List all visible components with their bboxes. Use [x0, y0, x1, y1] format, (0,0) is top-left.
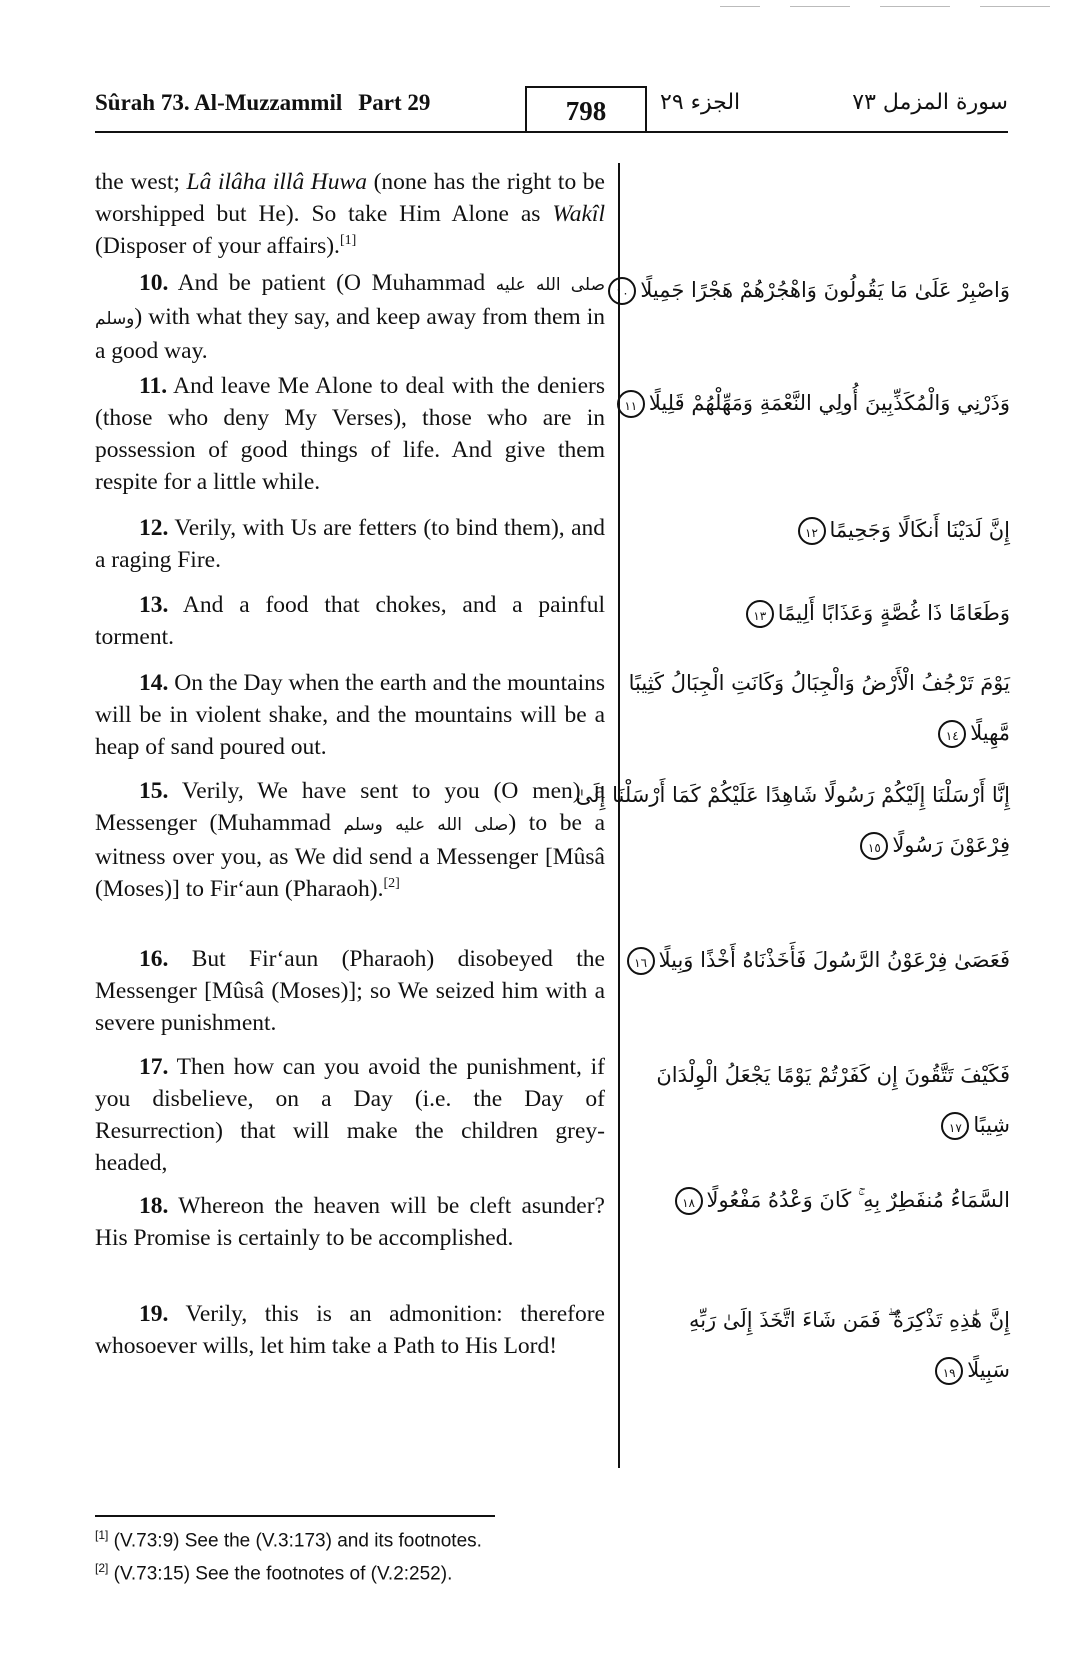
footnote-ref: [1]: [339, 233, 357, 249]
verse-translation: [95, 166, 605, 262]
arabic-text: فِرْعَوْنَ رَسُولًا: [892, 833, 1010, 857]
verse-translation: [95, 1051, 605, 1179]
verse-end-marker-icon: ١٩: [935, 1357, 963, 1385]
verse-number: 17.: [139, 1054, 169, 1080]
verse-number: 14.: [139, 670, 169, 696]
verse-text: And a food that chokes, and a painful torment.: [95, 592, 605, 650]
footnote: [95, 1528, 482, 1552]
verse-end-marker-icon: ١٣: [746, 600, 774, 628]
verse-number: 18.: [139, 1193, 169, 1219]
arabic-line: [635, 935, 1010, 985]
verse-number: 13.: [139, 592, 169, 618]
verse-number: 19.: [139, 1301, 169, 1327]
footnote-rule: [95, 1515, 495, 1517]
arabic-text: فَكَيْفَ تَتَّقُونَ إِن كَفَرْتُمْ يَوْمًا يَجْعَلُ الْوِلْدَانَ: [656, 1063, 1010, 1087]
verse-number: 10.: [139, 270, 169, 296]
verse-arabic: [635, 588, 1010, 638]
arabic-line: [635, 1175, 1010, 1225]
verse-end-marker-icon: ١٠: [608, 277, 636, 305]
arabic-line: [635, 1050, 1010, 1100]
part-label-ar: الجزء ٢٩: [660, 90, 741, 115]
verse-end-marker-icon: ١٢: [798, 517, 826, 545]
page-number: 798: [525, 86, 647, 132]
verse-text: Then how can you avoid the punishment, if you disbelieve, on a Day (i.e. the Day of Resurrection) that will make the children grey-headed,: [95, 1054, 605, 1176]
verse-text: Verily, this is an admonition: therefore whosoever wills, let him take a Path to His Lord!: [95, 1301, 605, 1359]
verse-number: 11.: [139, 373, 168, 399]
salutation-arabic: صلى الله عليه وسلم: [343, 815, 509, 835]
verse-arabic: [635, 935, 1010, 985]
verse-text: Whereon the heaven will be cleft asunder? His Promise is certainly to be accomplished.: [95, 1193, 605, 1251]
verse-end-marker-icon: ١١: [617, 390, 645, 418]
arabic-text: شِيبًا: [973, 1113, 1010, 1137]
verse-translation: [95, 1190, 605, 1254]
verse-arabic: [615, 265, 1010, 315]
verse-translation: [95, 775, 605, 905]
verse-number: 12.: [139, 515, 169, 541]
footnote-ref: [2]: [383, 876, 400, 892]
arabic-text: فَعَصَىٰ فِرْعَوْنُ الرَّسُولَ فَأَخَذْنَاهُ أَخْذًا وَبِيلًا: [658, 948, 1010, 972]
arabic-text: السَّمَاءُ مُنفَطِرٌ بِهِ ۚ كَانَ وَعْدُهُ مَفْعُولًا: [706, 1188, 1010, 1212]
arabic-line: [635, 1295, 1010, 1345]
verse-arabic: [575, 770, 1010, 870]
verse-translation: [95, 370, 605, 498]
salutation-arabic: صلى الله عليه وسلم: [95, 275, 605, 329]
verse-number: 16.: [139, 946, 169, 972]
verse-text: (Disposer of your affairs).: [95, 233, 340, 259]
arabic-line: [635, 505, 1010, 555]
transliteration: Lâ ilâha illâ Huwa: [186, 169, 367, 195]
verse-arabic: [635, 1175, 1010, 1225]
surah-title-ar: سورة المزمل ٧٣: [852, 90, 1008, 115]
verse-number: 15.: [139, 778, 169, 804]
arabic-text: وَطَعَامًا ذَا غُصَّةٍ وَعَذَابًا أَلِيمًا: [777, 601, 1010, 625]
footnote-mark: [2]: [95, 1561, 109, 1575]
arabic-text: وَاصْبِرْ عَلَىٰ مَا يَقُولُونَ وَاهْجُرْهُمْ هَجْرًا جَمِيلًا: [640, 278, 1010, 302]
arabic-line: [615, 265, 1010, 315]
verse-translation: [95, 943, 605, 1039]
verse-arabic: [624, 378, 1010, 428]
verse-end-marker-icon: ١٥: [860, 832, 888, 860]
arabic-line: [635, 1345, 1010, 1395]
top-scan-marks: [720, 6, 1060, 8]
arabic-line: [635, 1100, 1010, 1150]
verse-text: the west;: [95, 169, 187, 195]
arabic-line: [628, 658, 1010, 708]
verse-text: ) to be a witness over you, as We did send a Messenger [Mûsâ (Moses)] to Fir‘aun (Pharaoh).: [95, 810, 605, 902]
verse-text: And be patient (O Muhammad: [168, 270, 496, 296]
arabic-text: إِنَّ هَٰذِهِ تَذْكِرَةٌ ۖ فَمَن شَاءَ اتَّخَذَ إِلَىٰ رَبِّهِ: [688, 1308, 1010, 1332]
verse-text: (none has the right to be worshipped but He). So take Him Alone as: [95, 169, 605, 227]
verse-translation: [95, 1298, 605, 1362]
arabic-line: [635, 820, 1010, 870]
transliteration: Wakîl: [552, 201, 605, 227]
verse-end-marker-icon: ١٤: [938, 720, 966, 748]
footnote-text: (V.73:15) See the footnotes of (V.2:252).: [113, 1563, 453, 1585]
verse-text: ) with what they say, and keep away from them in a good way.: [95, 304, 605, 364]
verse-text: And leave Me Alone to deal with the deniers (those who deny My Verses), those who are in possession of good things of life. And give them respite for a little while.: [95, 373, 605, 495]
verse-text: But Fir‘aun (Pharaoh) disobeyed the Messenger [Mûsâ (Moses)]; so We seized him with a severe punishment.: [95, 946, 605, 1036]
arabic-text: سَبِيلًا: [967, 1358, 1010, 1382]
verse-text: Verily, We have sent to you (O men) a Messenger (Muhammad: [95, 778, 605, 836]
header-rule: [95, 131, 1008, 133]
arabic-text: وَذَرْنِي وَالْمُكَذِّبِينَ أُولِي النَّعْمَةِ وَمَهِّلْهُمْ قَلِيلًا: [648, 391, 1010, 415]
verse-translation: [95, 267, 605, 367]
arabic-line: [635, 708, 1010, 758]
verse-end-marker-icon: ١٦: [627, 947, 655, 975]
arabic-line: [635, 588, 1010, 638]
verse-arabic: [635, 1295, 1010, 1395]
footnote: [95, 1561, 452, 1585]
verse-translation: [95, 512, 605, 576]
part-label-en: Part 29: [358, 90, 431, 115]
verse-arabic: [628, 658, 1010, 758]
verse-end-marker-icon: ١٨: [675, 1187, 703, 1215]
header-left: [95, 90, 430, 116]
arabic-text: إِنَّا أَرْسَلْنَا إِلَيْكُمْ رَسُولًا شَاهِدًا عَلَيْكُمْ كَمَا أَرْسَلْنَا إِلَىٰ: [575, 783, 1010, 807]
arabic-line: [624, 378, 1010, 428]
verse-text: On the Day when the earth and the mountains will be in violent shake, and the mountains will be a heap of sand poured out.: [95, 670, 605, 760]
verse-translation: [95, 589, 605, 653]
footnote-mark: [1]: [95, 1528, 109, 1542]
footnote-text: (V.73:9) See the (V.3:173) and its footnotes.: [113, 1530, 482, 1552]
verse-translation: [95, 667, 605, 763]
verse-text: Verily, with Us are fetters (to bind them), and a raging Fire.: [95, 515, 605, 573]
arabic-text: مَّهِيلًا: [970, 721, 1010, 745]
verse-arabic: [635, 1050, 1010, 1150]
arabic-text: يَوْمَ تَرْجُفُ الْأَرْضُ وَالْجِبَالُ وَكَانَتِ الْجِبَالُ كَثِيبًا: [628, 671, 1010, 695]
arabic-line: [575, 770, 1010, 820]
surah-title-en: Sûrah 73. Al-Muzzammil: [95, 90, 343, 115]
verse-end-marker-icon: ١٧: [941, 1112, 969, 1140]
page-header: [95, 86, 1008, 132]
arabic-text: إِنَّ لَدَيْنَا أَنكَالًا وَجَحِيمًا: [829, 518, 1010, 542]
verse-arabic: [635, 505, 1010, 555]
